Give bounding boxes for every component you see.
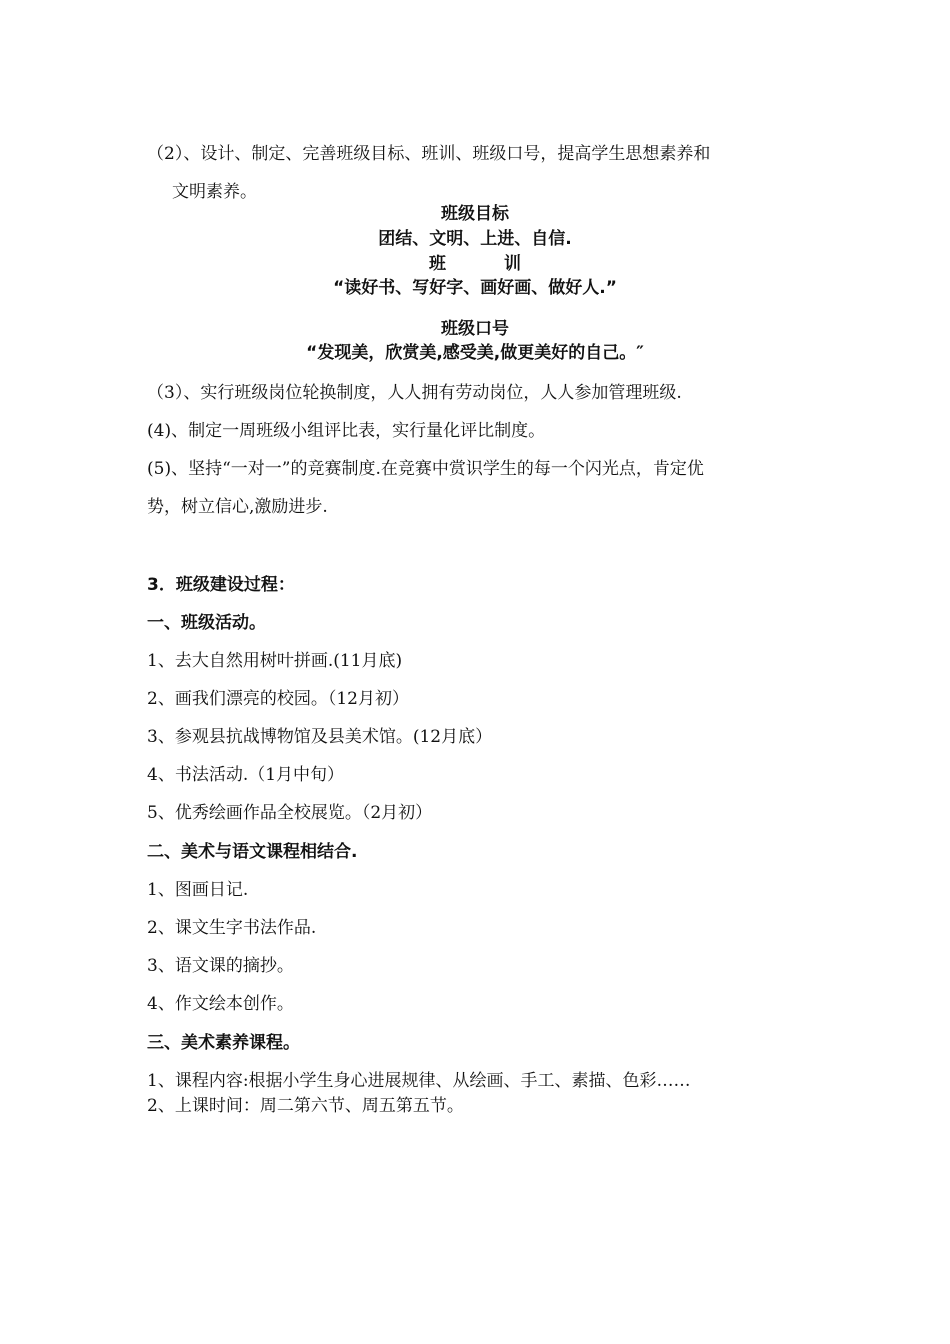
class-goal-text: 团结、文明、上进、自信. <box>378 229 572 249</box>
item-2-line-1: （2）、设计、制定、完善班级目标、班训、班级口号，提高学生思想素养和 <box>147 144 711 164</box>
item-5-line-2: 势，树立信心,激励进步. <box>147 497 328 517</box>
part-3-item: 1、课程内容:根据小学生身心进展规律、从绘画、手工、素描、色彩…… <box>147 1071 691 1091</box>
class-goal-title: 班级目标 <box>441 204 509 224</box>
part-3-item: 2、上课时间：周二第六节、周五第五节。 <box>147 1096 464 1116</box>
class-motto-title <box>0 253 950 275</box>
class-slogan-text: “发现美，欣赏美,感受美,做更美好的自己。″ <box>306 343 644 363</box>
part-2-heading: 二、美术与语文课程相结合. <box>147 842 358 862</box>
part-1-item: 4、书法活动.（1月中旬） <box>147 765 345 785</box>
class-slogan-title: 班级口号 <box>441 319 509 339</box>
part-1-item: 5、优秀绘画作品全校展览。（2月初） <box>147 803 433 823</box>
part-2-item: 2、课文生字书法作品. <box>147 918 317 938</box>
class-motto-title-a: 班 <box>429 254 446 274</box>
class-motto-text: “读好书、写好字、画好画、做好人.” <box>333 278 617 298</box>
class-motto-title-b: 训 <box>504 254 521 274</box>
section-3-heading: 3．班级建设过程： <box>147 575 295 595</box>
part-1-heading: 一、班级活动。 <box>147 613 266 633</box>
part-1-item: 1、去大自然用树叶拼画.(11月底) <box>147 651 403 671</box>
part-2-item: 1、图画日记. <box>147 880 249 900</box>
part-1-item: 3、参观县抗战博物馆及县美术馆。(12月底） <box>147 727 493 747</box>
item-2-line-2: 文明素养。 <box>172 182 257 202</box>
part-3-heading: 三、美术素养课程。 <box>147 1033 300 1053</box>
part-1-item: 2、画我们漂亮的校园。（12月初） <box>147 689 409 709</box>
item-4: (4)、制定一周班级小组评比表，实行量化评比制度。 <box>147 421 546 441</box>
item-5-line-1: (5)、坚持“一对一”的竞赛制度.在竞赛中赏识学生的每一个闪光点，肯定优 <box>147 459 704 479</box>
part-2-item: 3、语文课的摘抄。 <box>147 956 294 976</box>
item-3: （3）、实行班级岗位轮换制度，人人拥有劳动岗位，人人参加管理班级. <box>147 383 682 403</box>
part-2-item: 4、作文绘本创作。 <box>147 994 294 1014</box>
